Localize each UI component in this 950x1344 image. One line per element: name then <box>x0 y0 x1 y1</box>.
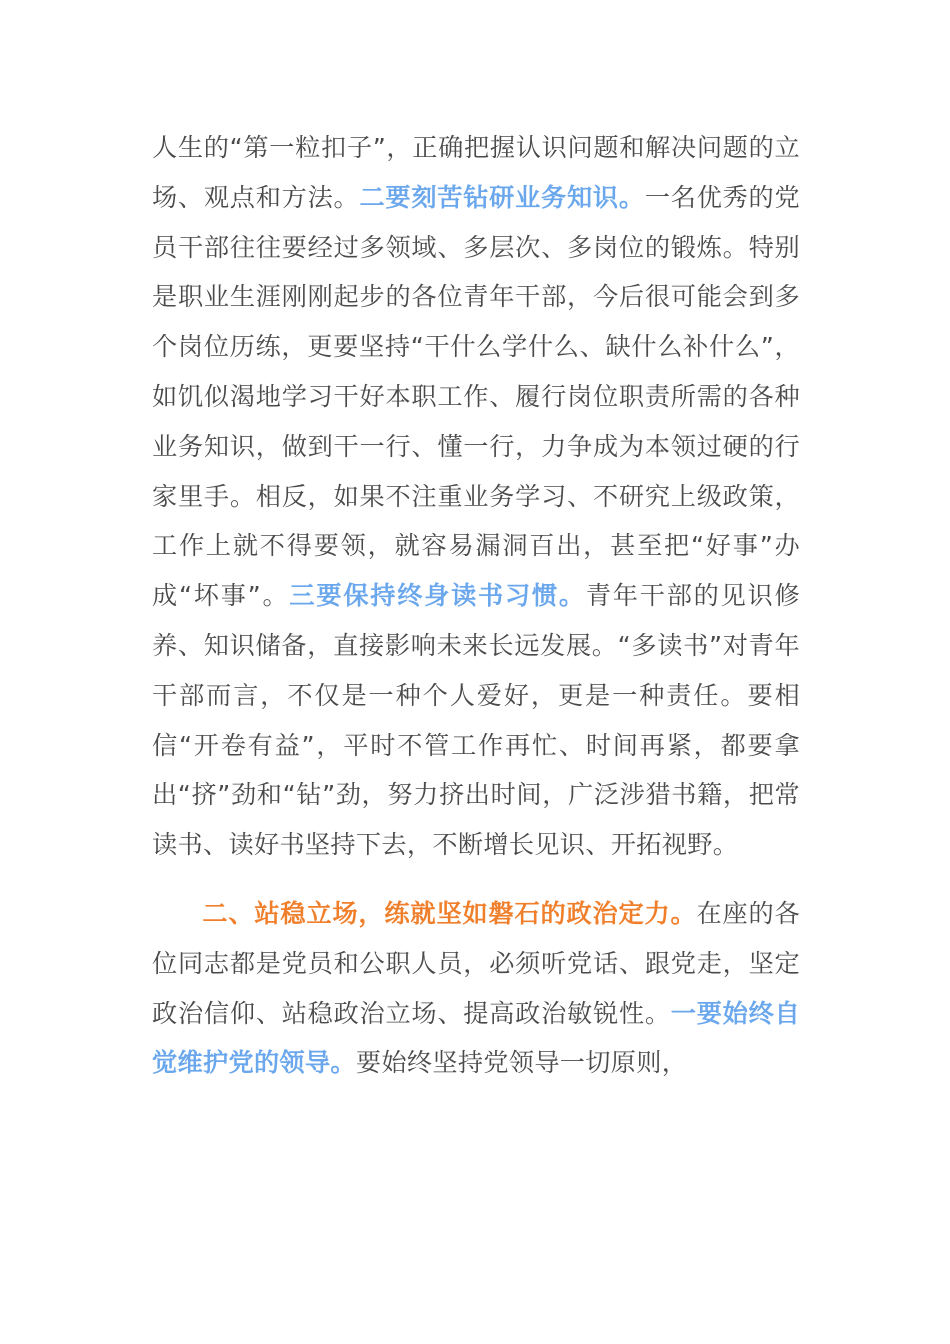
paragraph-1 <box>152 123 800 870</box>
text-segment: 在座的各位同志都是党员和公职人员，必须听党话、跟党走，坚定政治信仰、站稳政治立场、提高政治敏锐性。 <box>152 898 801 1028</box>
text-segment: 青年干部的见识修养、知识储备，直接影响未来长远发展。“多读书”对青年干部而言，不仅是一种个人爱好，更是一种责任。要相信“开卷有益”，平时不管工作再忙、时间再紧，都要拿出“挤”劲和“钻”劲，努力挤出时间，广泛涉猎书籍，把常读书、读好书坚持下去，不断增长见识、开拓视野。 <box>152 581 800 860</box>
paragraph-2 <box>152 889 800 1088</box>
text-segment: 要始终坚持党领导一切原则， <box>355 1048 688 1078</box>
text-segment: 一名优秀的党员干部往往要经过多领域、多层次、多岗位的锻炼。特别是职业生涯刚刚起步的各位青年干部，今后很可能会到多个岗位历练，更要坚持“干什么学什么、缺什么补什么”，如饥似渴地学习干好本职工作、履行岗位职责所需的各种业务知识，做到干一行、懂一行，力争成为本领过硬的行家里手。相反，如果不注重业务学习、不研究上级政策，工作上就不得要领，就容易漏洞百出，甚至把“好事”办成“坏事”。 <box>152 182 800 611</box>
section-heading-orange: 二、站稳立场，练就坚如磐石的政治定力。 <box>202 898 697 928</box>
highlight-heading-blue: 一要始终自觉维护党的领导。 <box>152 998 801 1078</box>
document-page <box>152 123 800 1088</box>
text-segment: 人生的“第一粒扣子”，正确把握认识问题和解决问题的立场、观点和方法。 <box>152 133 800 212</box>
highlight-heading-blue: 三要保持终身读书习惯。 <box>289 581 586 611</box>
highlight-heading-blue: 二要刻苦钻研业务知识。 <box>359 182 645 212</box>
